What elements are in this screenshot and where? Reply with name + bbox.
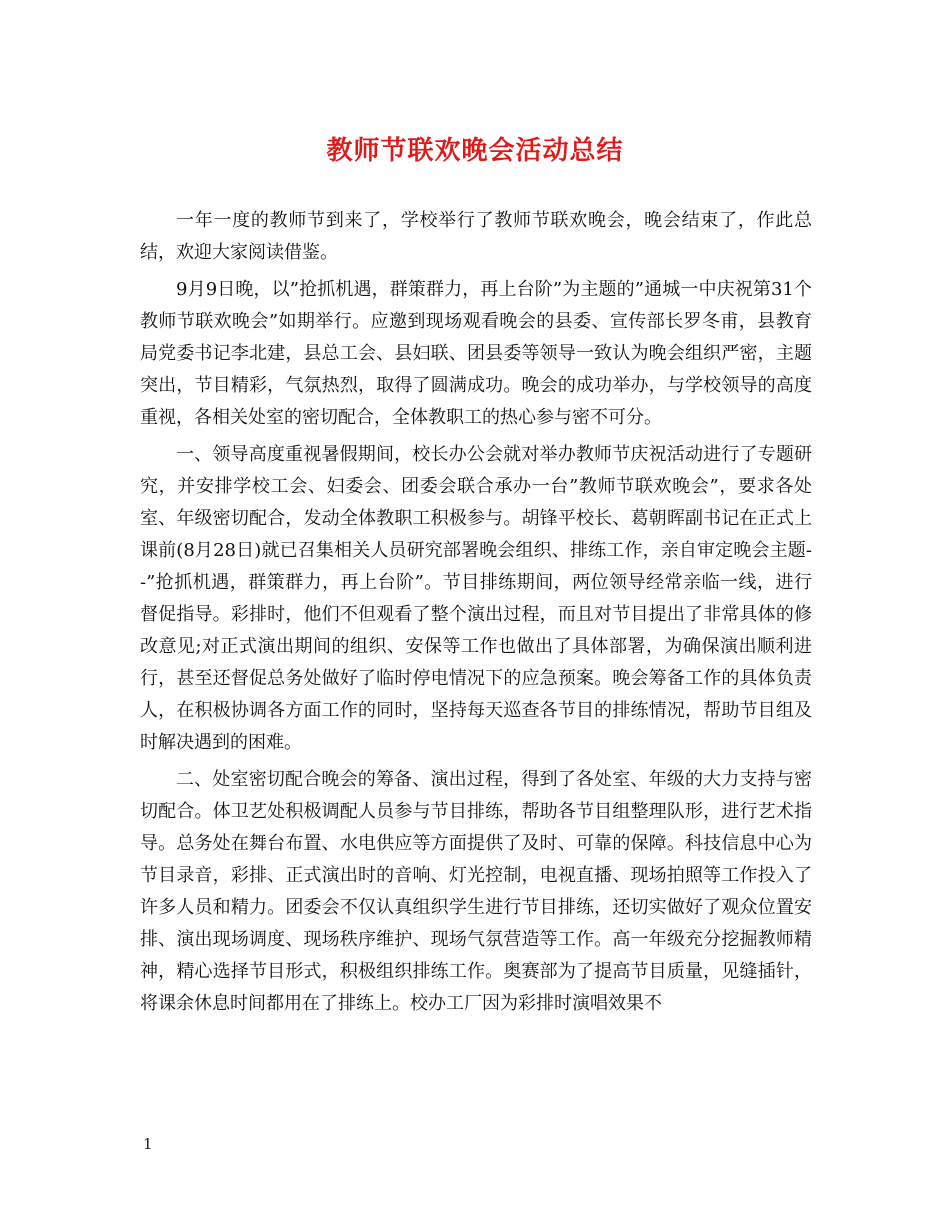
document-title: 教师节联欢晚会活动总结 — [326, 136, 624, 166]
page-number: 1 — [143, 1135, 153, 1153]
paragraph-event-summary: 9月9日晚，以”抢抓机遇，群策群力，再上台阶”为主题的”通城一中庆祝第31个教师节联欢晚会”如期举行。应邀到现场观看晚会的县委、宣传部长罗冬甫，县教育局党委书记李北建，县总工会、县妇联、团县委等领导一致认为晚会组织严密，主题突出，节目精彩，气氛热烈，取得了圆满成功。晚会的成功举办，与学校领导的高度重视，各相关处室的密切配合，全体教职工的热心参与密不可分。 — [140, 279, 812, 428]
paragraph-intro: 一年一度的教师节到来了，学校举行了教师节联欢晚会，晚会结束了，作此总结，欢迎大家阅读借鉴。 — [140, 210, 812, 263]
paragraph-section-one: 一、领导高度重视暑假期间，校长办公会就对举办教师节庆祝活动进行了专题研究，并安排学校工会、妇委会、团委会联合承办一台”教师节联欢晚会”，要求各处室、年级密切配合，发动全体教职工积极参与。胡锋平校长、葛朝晖副书记在正式上课前(8月28日)就已召集相关人员研究部署晚会组织、排练工作，亲自审定晚会主题--”抢抓机遇，群策群力，再上台阶”。节目排练期间，两位领导经常亲临一线，进行督促指导。彩排时，他们不但观看了整个演出过程，而且对节目提出了非常具体的修改意见;对正式演出期间的组织、安保等工作也做出了具体部署，为确保演出顺利进行，甚至还督促总务处做好了临时停电情况下的应急预案。晚会筹备工作的具体负责人，在积极协调各方面工作的同时，坚持每天巡查各节目的排练情况，帮助节目组及时解决遇到的困难。 — [140, 444, 812, 753]
paragraph-section-two: 二、处室密切配合晚会的筹备、演出过程，得到了各处室、年级的大力支持与密切配合。体卫艺处积极调配人员参与节目排练，帮助各节目组整理队形，进行艺术指导。总务处在舞台布置、水电供应等方面提供了及时、可靠的保障。科技信息中心为节目录音，彩排、正式演出时的音响、灯光控制，电视直播、现场拍照等工作投入了许多人员和精力。团委会不仅认真组织学生进行节目排练，还切实做好了观众位置安排、演出现场调度、现场秩序维护、现场气氛营造等工作。高一年级充分挖掘教师精神，精心选择节目形式，积极组织排练工作。奥赛部为了提高节目质量，见缝插针，将课余休息时间都用在了排练上。校办工厂因为彩排时演唱效果不 — [140, 769, 812, 1014]
document-body — [140, 205, 812, 1020]
